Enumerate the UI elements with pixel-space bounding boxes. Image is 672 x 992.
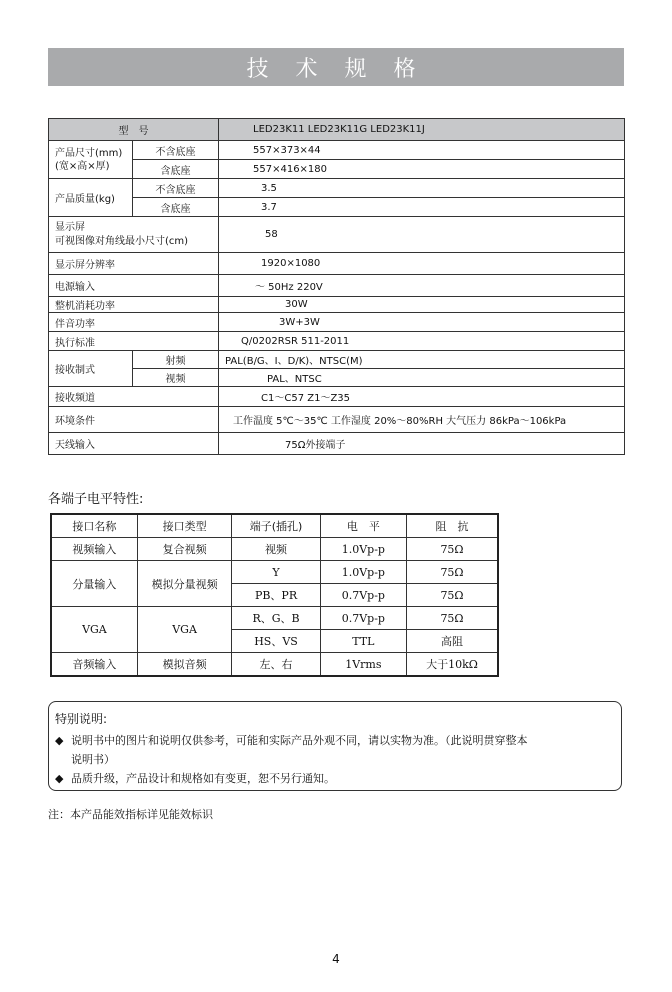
note-item-continued (55, 750, 615, 769)
spec-table (48, 118, 625, 455)
power-consumption-label: 整机消耗功率 (49, 297, 219, 313)
note-text: 说明书中的图片和说明仅供参考，可能和实际产品外观不同，请以实物为准。（此说明贯穿整本 (71, 734, 528, 747)
diamond-bullet-icon: ◆ (55, 772, 64, 785)
reception-sub1: 射频 (133, 351, 219, 369)
spec-row (49, 407, 625, 433)
screen-label-line1: 显示屏 (55, 221, 85, 233)
port-impedance: 75Ω (407, 584, 498, 607)
spec-header-row (49, 119, 625, 141)
spec-row (49, 179, 625, 198)
port-level: 0.7Vp-p (320, 584, 406, 607)
port-name: 分量输入 (51, 561, 137, 607)
size-sub1: 不含底座 (133, 141, 219, 160)
size-label-line2: (宽×高×厚) (55, 160, 110, 172)
ports-header-row (51, 514, 498, 538)
spec-row (49, 253, 625, 275)
channels-label: 接收频道 (49, 387, 219, 407)
spec-row (49, 198, 625, 217)
port-level: 1.0Vp-p (320, 561, 406, 584)
port-impedance: 75Ω (407, 538, 498, 561)
spec-row (49, 141, 625, 160)
port-name: VGA (51, 607, 137, 653)
port-impedance: 75Ω (407, 561, 498, 584)
mass-val1: 3.5 (219, 179, 625, 198)
spec-row (49, 217, 625, 253)
ports-header-cell: 端子(插孔) (232, 514, 320, 538)
spec-row (49, 313, 625, 332)
size-val2: 557×416×180 (219, 160, 625, 179)
ports-table (50, 513, 499, 677)
page-title: 技 术 规 格 (48, 48, 624, 86)
port-terminal: 视频 (232, 538, 320, 561)
port-terminal: HS、VS (232, 630, 320, 653)
port-terminal: 左、右 (232, 653, 320, 677)
size-sub2: 含底座 (133, 160, 219, 179)
ports-section-title: 各端子电平特性: (48, 492, 144, 507)
table-row (51, 653, 498, 677)
power-input-label: 电源输入 (49, 275, 219, 297)
antenna-value: 75Ω外接端子 (219, 433, 625, 455)
port-level: 0.7Vp-p (320, 607, 406, 630)
diamond-bullet-icon: ◆ (55, 734, 64, 747)
port-name: 音频输入 (51, 653, 137, 677)
port-name: 视频输入 (51, 538, 137, 561)
port-level: 1Vrms (320, 653, 406, 677)
table-row (51, 561, 498, 584)
model-label: 型 号 (49, 119, 219, 141)
mass-sub1: 不含底座 (133, 179, 219, 198)
antenna-label: 天线输入 (49, 433, 219, 455)
spec-row (49, 387, 625, 407)
table-row (51, 538, 498, 561)
port-level: 1.0Vp-p (320, 538, 406, 561)
ports-header-cell: 电 平 (320, 514, 406, 538)
standard-value: Q/0202RSR 511-2011 (219, 332, 625, 351)
port-terminal: PB、PR (232, 584, 320, 607)
port-terminal: Y (232, 561, 320, 584)
audio-power-value: 3W+3W (219, 313, 625, 332)
spec-row (49, 433, 625, 455)
environment-value: 工作温度 5℃～35℃ 工作湿度 20%～80%RH 大气压力 86kPa～106kPa (219, 407, 625, 433)
spec-row (49, 297, 625, 313)
port-type: 复合视频 (137, 538, 232, 561)
standard-label: 执行标准 (49, 332, 219, 351)
reception-val2: PAL、NTSC (219, 369, 625, 387)
spec-row (49, 369, 625, 387)
environment-label: 环境条件 (49, 407, 219, 433)
resolution-label: 显示屏分辨率 (49, 253, 219, 275)
power-consumption-value: 30W (219, 297, 625, 313)
port-type: 模拟分量视频 (137, 561, 232, 607)
reception-label: 接收制式 (49, 351, 133, 387)
screen-label (49, 217, 219, 253)
notes-title: 特别说明: (55, 712, 108, 726)
page-number: 4 (332, 952, 340, 966)
reception-sub2: 视频 (133, 369, 219, 387)
special-notes-box (48, 701, 622, 791)
size-label-line1: 产品尺寸(mm) (55, 147, 123, 159)
port-level: TTL (320, 630, 406, 653)
note-item (55, 731, 615, 750)
ports-header-cell: 接口名称 (51, 514, 137, 538)
reception-val1: PAL(B/G、I、D/K)、NTSC(M) (219, 351, 625, 369)
ports-header-cell: 阻 抗 (407, 514, 498, 538)
resolution-value: 1920×1080 (219, 253, 625, 275)
port-terminal: R、G、B (232, 607, 320, 630)
mass-label: 产品质量(kg) (49, 179, 133, 217)
spec-row (49, 351, 625, 369)
note-text: 说明书） (71, 753, 115, 766)
channels-value: C1～C57 Z1～Z35 (219, 387, 625, 407)
spec-row (49, 332, 625, 351)
port-type: VGA (137, 607, 232, 653)
table-row (51, 607, 498, 630)
size-val1: 557×373×44 (219, 141, 625, 160)
screen-label-line2: 可视图像对角线最小尺寸(cm) (55, 235, 189, 247)
port-impedance: 75Ω (407, 607, 498, 630)
power-input-value: ～ 50Hz 220V (219, 275, 625, 297)
port-impedance: 高阻 (407, 630, 498, 653)
ports-header-cell: 接口类型 (137, 514, 232, 538)
spec-row (49, 160, 625, 179)
spec-row (49, 275, 625, 297)
footnote: 注：本产品能效指标详见能效标识 (48, 808, 213, 821)
note-text: 品质升级，产品设计和规格如有变更，恕不另行通知。 (71, 772, 335, 785)
port-impedance: 大于10kΩ (407, 653, 498, 677)
mass-val2: 3.7 (219, 198, 625, 217)
model-value: LED23K11 LED23K11G LED23K11J (219, 119, 625, 141)
size-label (49, 141, 133, 179)
note-item (55, 769, 615, 788)
mass-sub2: 含底座 (133, 198, 219, 217)
screen-value: 58 (219, 217, 625, 253)
audio-power-label: 伴音功率 (49, 313, 219, 332)
port-type: 模拟音频 (137, 653, 232, 677)
